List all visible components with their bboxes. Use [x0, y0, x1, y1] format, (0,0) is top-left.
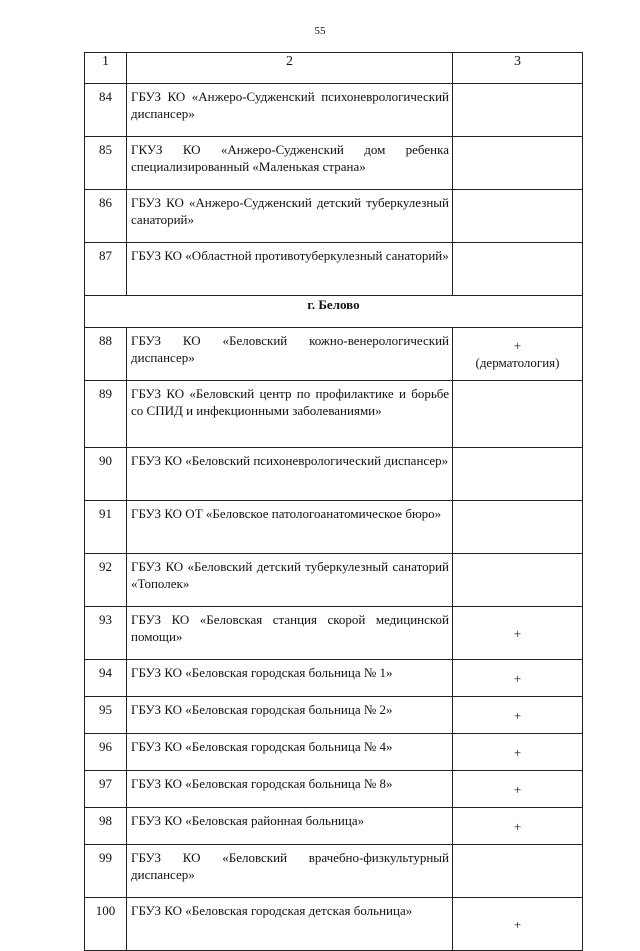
table-row — [85, 554, 583, 607]
institution-name: ГБУЗ КО «Областной противотуберкулезный санаторий» — [127, 243, 453, 296]
institution-name: ГБУЗ КО «Беловский детский туберкулезный санаторий «Тополек» — [127, 554, 453, 607]
column-header: 2 — [127, 53, 453, 84]
institution-name: ГБУЗ КО «Беловская городская больница № 8» — [127, 771, 453, 808]
row-number: 86 — [85, 190, 127, 243]
row-mark — [453, 554, 583, 607]
institution-name: ГБУЗ КО «Беловская городская больница № 2» — [127, 697, 453, 734]
row-number: 97 — [85, 771, 127, 808]
row-number: 93 — [85, 607, 127, 660]
table-row — [85, 660, 583, 697]
row-number: 90 — [85, 448, 127, 501]
row-mark: + — [453, 697, 583, 734]
table-row — [85, 607, 583, 660]
institution-name: ГБУЗ КО «Беловская городская детская больница» — [127, 898, 453, 951]
table-row — [85, 381, 583, 448]
table-row — [85, 771, 583, 808]
row-mark: + — [453, 734, 583, 771]
page-number: 55 — [314, 25, 326, 37]
row-mark: + — [453, 808, 583, 845]
row-number: 96 — [85, 734, 127, 771]
table-row — [85, 84, 583, 137]
row-number: 94 — [85, 660, 127, 697]
table-row — [85, 845, 583, 898]
table-row — [85, 808, 583, 845]
row-number: 99 — [85, 845, 127, 898]
row-number: 98 — [85, 808, 127, 845]
row-number: 84 — [85, 84, 127, 137]
row-mark — [453, 845, 583, 898]
table-row — [85, 501, 583, 554]
institution-name: ГБУЗ КО «Беловская городская больница № 4» — [127, 734, 453, 771]
table-row — [85, 137, 583, 190]
row-mark — [453, 381, 583, 448]
row-number: 88 — [85, 328, 127, 381]
row-number: 89 — [85, 381, 127, 448]
row-mark — [453, 84, 583, 137]
city-heading: г. Белово — [85, 296, 583, 328]
row-number: 85 — [85, 137, 127, 190]
row-mark: + — [453, 607, 583, 660]
row-mark — [453, 448, 583, 501]
institution-name: ГБУЗ КО «Беловский центр по профилактике и борьбе со СПИД и инфекционными заболеваниями» — [127, 381, 453, 448]
institution-name: ГКУЗ КО «Анжеро-Судженский дом ребенка специализированный «Маленькая страна» — [127, 137, 453, 190]
table-row — [85, 243, 583, 296]
row-mark — [453, 137, 583, 190]
row-mark: + — [453, 898, 583, 951]
table-row — [85, 734, 583, 771]
institution-name: ГБУЗ КО ОТ «Беловское патологоанатомическое бюро» — [127, 501, 453, 554]
city-heading-row — [85, 296, 583, 328]
institution-name: ГБУЗ КО «Беловский кожно-венерологический диспансер» — [127, 328, 453, 381]
institution-name: ГБУЗ КО «Беловский врачебно-физкультурный диспансер» — [127, 845, 453, 898]
institution-name: ГБУЗ КО «Беловский психоневрологический диспансер» — [127, 448, 453, 501]
row-number: 100 — [85, 898, 127, 951]
row-mark — [453, 243, 583, 296]
mark-plus: + — [513, 338, 522, 353]
row-number: 91 — [85, 501, 127, 554]
row-mark: + — [453, 660, 583, 697]
table-row — [85, 328, 583, 381]
table-row — [85, 448, 583, 501]
column-header: 3 — [453, 53, 583, 84]
table-header-row — [85, 53, 583, 84]
institution-name: ГБУЗ КО «Анжеро-Судженский детский туберкулезный санаторий» — [127, 190, 453, 243]
row-mark — [453, 501, 583, 554]
table-row — [85, 898, 583, 951]
institution-name: ГБУЗ КО «Беловская городская больница № 1» — [127, 660, 453, 697]
row-mark — [453, 328, 583, 381]
row-number: 92 — [85, 554, 127, 607]
table-row — [85, 190, 583, 243]
institution-name: ГБУЗ КО «Беловская станция скорой медицинской помощи» — [127, 607, 453, 660]
mark-note: (дерматология) — [475, 355, 560, 370]
institution-name: ГБУЗ КО «Анжеро-Судженский психоневрологический диспансер» — [127, 84, 453, 137]
row-mark — [453, 190, 583, 243]
row-mark: + — [453, 771, 583, 808]
table-row — [85, 697, 583, 734]
column-header: 1 — [85, 53, 127, 84]
row-number: 87 — [85, 243, 127, 296]
row-number: 95 — [85, 697, 127, 734]
institution-name: ГБУЗ КО «Беловская районная больница» — [127, 808, 453, 845]
institutions-table — [84, 52, 583, 951]
